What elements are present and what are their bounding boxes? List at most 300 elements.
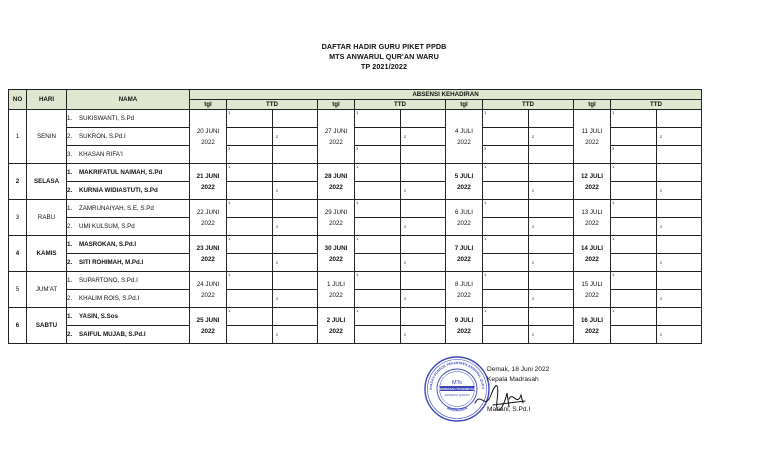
date-year: 2022	[585, 138, 599, 146]
signature-cell[interactable]	[529, 110, 574, 128]
signature-cell[interactable]	[227, 146, 273, 164]
day-cell: SENIN	[27, 110, 67, 164]
date-year: 2022	[201, 183, 215, 191]
signature-cell[interactable]	[611, 128, 657, 146]
date-year: 2022	[585, 183, 599, 191]
teacher-number: 2.	[67, 331, 73, 338]
teacher-number: 2.	[67, 187, 73, 194]
date-cell	[318, 110, 355, 164]
signature-slot-number: 2	[276, 332, 279, 337]
signature-cell[interactable]	[227, 164, 273, 182]
signature-cell[interactable]	[657, 308, 702, 326]
date-cell	[446, 110, 483, 164]
signature-slot-number: 2	[660, 224, 663, 229]
signature-slot-number: 1	[356, 236, 359, 241]
date-cell	[446, 236, 483, 272]
date-cell	[446, 272, 483, 308]
signature-cell[interactable]	[483, 254, 529, 272]
date-day-month: 22 JUNI	[196, 208, 220, 216]
signature-cell[interactable]	[401, 110, 446, 128]
teacher-number: 2.	[67, 259, 73, 266]
signature-cell[interactable]	[401, 182, 446, 200]
signature-cell[interactable]	[273, 290, 318, 308]
signature-slot-number: 2	[660, 188, 663, 193]
row-number: 2	[9, 164, 27, 200]
signature-cell[interactable]	[529, 272, 574, 290]
teacher-name: SAIFUL MUJAB, S.Pd.I	[79, 331, 146, 338]
table-row	[9, 308, 702, 326]
signature-slot-number: 1	[356, 200, 359, 205]
signature-cell[interactable]	[227, 254, 273, 272]
signature-slot-number: 3	[356, 146, 359, 151]
signature-cell[interactable]	[529, 128, 574, 146]
signature-slot-number: 3	[228, 146, 231, 151]
signature-slot-number: 2	[404, 134, 407, 139]
date-day-month: 20 JUNI	[196, 127, 220, 135]
signature-cell[interactable]	[273, 200, 318, 218]
title-line-1: DAFTAR HADIR GURU PIKET PPDB	[321, 42, 447, 51]
signature-cell[interactable]	[227, 200, 273, 218]
svg-text:YAYASAN PONDOK PESANTREN ANWAR: AYASAN PONDOK PESANTREN ANWARUL QUR'A	[428, 361, 486, 390]
date-cell	[318, 164, 355, 200]
row-number: 3	[9, 200, 27, 236]
svg-text:MADRASAH TSANAWIYAH: MADRASAH TSANAWIYAH	[439, 387, 475, 391]
header-no: NO	[9, 90, 27, 110]
signature-cell[interactable]	[483, 110, 529, 128]
attendance-table	[8, 89, 702, 344]
header-hari: HARI	[27, 90, 67, 110]
date-day-month: 5 JULI	[454, 172, 474, 180]
subheader-tgl: tgl	[190, 100, 227, 110]
date-cell	[190, 236, 227, 272]
signature-slot-number: 2	[660, 332, 663, 337]
table-row	[9, 200, 702, 218]
signature-slot-number: 2	[276, 260, 279, 265]
signature-cell[interactable]	[657, 200, 702, 218]
signature-cell[interactable]	[355, 326, 401, 344]
signature-slot-number: 1	[484, 272, 487, 277]
signature-cell[interactable]	[401, 236, 446, 254]
teacher-name-cell	[67, 308, 190, 326]
signature-cell[interactable]	[401, 326, 446, 344]
signature-cell[interactable]	[483, 326, 529, 344]
signature-cell[interactable]	[611, 326, 657, 344]
signature-cell[interactable]	[355, 218, 401, 236]
signature-cell[interactable]	[483, 146, 529, 164]
teacher-number: 3.	[67, 151, 73, 158]
date-year: 2022	[201, 138, 215, 146]
header-absensi: ABSENSI KEHADIRAN	[190, 90, 702, 100]
signature-cell[interactable]	[401, 128, 446, 146]
teacher-name: KURNIA WIDIASTUTI, S.Pd	[79, 187, 158, 194]
date-day-month: 9 JULI	[454, 316, 474, 324]
date-cell	[574, 236, 611, 272]
signature-slot-number: 2	[532, 134, 535, 139]
day-cell: RABU	[27, 200, 67, 236]
signature-cell[interactable]	[483, 200, 529, 218]
date-cell	[190, 272, 227, 308]
signature-slot-number: 2	[660, 296, 663, 301]
signature-cell[interactable]	[483, 128, 529, 146]
date-day-month: 12 JULI	[580, 172, 603, 180]
date-cell	[318, 200, 355, 236]
signature-cell[interactable]	[273, 128, 318, 146]
signature-slot-number: 1	[356, 308, 359, 313]
signature-slot-number: 2	[660, 260, 663, 265]
signature-cell[interactable]	[483, 308, 529, 326]
signature-slot-number: 1	[356, 110, 359, 115]
signature-cell[interactable]	[611, 218, 657, 236]
subheader-tgl: tgl	[318, 100, 355, 110]
date-day-month: 4 JULI	[455, 127, 473, 135]
teacher-name: YASIN, S.Sos	[79, 313, 118, 320]
signature-cell[interactable]	[401, 308, 446, 326]
day-cell: JUM'AT	[27, 272, 67, 308]
teacher-name-cell	[67, 236, 190, 254]
teacher-number: 1.	[67, 241, 73, 248]
teacher-name: SUKRON, S.Pd.I	[79, 133, 126, 140]
day-cell: SELASA	[27, 164, 67, 200]
title-line-2: MTS ANWARUL QUR'AN WARU	[329, 52, 439, 61]
signature-slot-number: 1	[356, 164, 359, 169]
date-year: 2022	[457, 327, 471, 335]
signature-cell[interactable]	[355, 110, 401, 128]
signature-slot-number: 1	[228, 110, 231, 115]
signature-slot-number: 2	[276, 188, 279, 193]
signature-cell[interactable]	[483, 290, 529, 308]
date-cell	[318, 272, 355, 308]
signature-slot-number: 1	[612, 236, 615, 241]
signature-cell[interactable]	[273, 110, 318, 128]
signature-slot-number: 2	[404, 188, 407, 193]
date-cell	[446, 308, 483, 344]
signature-slot-number: 1	[228, 308, 231, 313]
svg-text:MTs: MTs	[451, 380, 463, 386]
signature-cell[interactable]	[355, 290, 401, 308]
teacher-number: 2.	[67, 223, 73, 230]
signature-cell[interactable]	[401, 272, 446, 290]
date-year: 2022	[329, 183, 343, 191]
signature-slot-number: 2	[660, 134, 663, 139]
signature-cell[interactable]	[657, 110, 702, 128]
date-day-month: 23 JUNI	[196, 244, 220, 252]
signature-cell[interactable]	[273, 146, 318, 164]
signature-slot-number: 1	[228, 272, 231, 277]
date-cell	[574, 200, 611, 236]
signature-cell[interactable]	[529, 146, 574, 164]
document-title	[0, 42, 768, 72]
signature-cell[interactable]	[657, 164, 702, 182]
subheader-ttd: TTD	[355, 100, 446, 110]
row-number: 1	[9, 110, 27, 164]
teacher-number: 1.	[67, 313, 73, 320]
signature-slot-number: 2	[404, 224, 407, 229]
date-year: 2022	[329, 291, 343, 299]
signature-cell[interactable]	[657, 236, 702, 254]
date-cell	[446, 200, 483, 236]
teacher-name: MASROKAN, S.Pd.I	[79, 241, 137, 248]
signature-cell[interactable]	[355, 128, 401, 146]
date-day-month: 7 JULI	[454, 244, 474, 252]
subheader-ttd: TTD	[483, 100, 574, 110]
teacher-number: 1.	[67, 205, 73, 212]
signature-cell[interactable]	[355, 200, 401, 218]
signature-cell[interactable]	[657, 128, 702, 146]
signature-slot-number: 1	[612, 110, 615, 115]
signature-cell[interactable]	[529, 236, 574, 254]
signature-cell[interactable]	[355, 182, 401, 200]
date-cell	[190, 164, 227, 200]
signature-slot-number: 1	[356, 272, 359, 277]
signature-cell[interactable]	[529, 200, 574, 218]
date-day-month: 2 JULI	[326, 316, 346, 324]
date-year: 2022	[201, 219, 215, 227]
signature-cell[interactable]	[657, 326, 702, 344]
signature-slot-number: 1	[484, 110, 487, 115]
teacher-name-cell	[67, 290, 190, 308]
date-cell	[574, 272, 611, 308]
teacher-name-cell	[67, 200, 190, 218]
signature-cell[interactable]	[483, 236, 529, 254]
signature-cell[interactable]	[611, 290, 657, 308]
signature-cell[interactable]	[227, 236, 273, 254]
signature-cell[interactable]	[227, 110, 273, 128]
date-cell	[574, 110, 611, 164]
signature-cell[interactable]	[273, 326, 318, 344]
teacher-name: SITI ROHIMAH, M.Pd.I	[79, 259, 144, 266]
teacher-number: 1.	[67, 277, 73, 284]
date-day-month: 28 JUNI	[324, 172, 348, 180]
signature-cell[interactable]	[529, 254, 574, 272]
signature-cell[interactable]	[529, 308, 574, 326]
date-year: 2022	[201, 291, 215, 299]
date-year: 2022	[201, 255, 215, 263]
date-cell	[574, 164, 611, 200]
date-day-month: 16 JULI	[580, 316, 603, 324]
signature-block	[487, 365, 549, 415]
date-year: 2022	[457, 183, 471, 191]
row-number: 4	[9, 236, 27, 272]
signature-cell[interactable]	[227, 218, 273, 236]
signature-cell[interactable]	[657, 182, 702, 200]
subheader-tgl: tgl	[446, 100, 483, 110]
signature-cell[interactable]	[227, 272, 273, 290]
teacher-name: UMI KULSUM, S.Pd	[79, 223, 135, 230]
signature-cell[interactable]	[401, 218, 446, 236]
date-year: 2022	[457, 219, 471, 227]
signature-cell[interactable]	[611, 236, 657, 254]
date-year: 2022	[329, 219, 343, 227]
title-line-3: TP 2021/2022	[360, 62, 408, 71]
teacher-name: ZAMRUNAIYAH, S.E, S.Pd	[79, 205, 154, 212]
day-cell: KAMIS	[27, 236, 67, 272]
signature-cell[interactable]	[611, 272, 657, 290]
signature-cell[interactable]	[401, 164, 446, 182]
teacher-name: MAKRIFATUL NAIMAH, S.Pd	[79, 169, 163, 176]
subheader-tgl: tgl	[574, 100, 611, 110]
row-number: 5	[9, 272, 27, 308]
header-nama: NAMA	[67, 90, 190, 110]
subheader-ttd: TTD	[611, 100, 702, 110]
signature-cell[interactable]	[227, 182, 273, 200]
svg-text:MRANGGEN: MRANGGEN	[446, 406, 468, 413]
signature-cell[interactable]	[227, 326, 273, 344]
signature-cell[interactable]	[657, 218, 702, 236]
signature-slot-number: 1	[484, 236, 487, 241]
signature-cell[interactable]	[657, 290, 702, 308]
signature-cell[interactable]	[355, 308, 401, 326]
date-day-month: 15 JULI	[581, 280, 603, 288]
date-day-month: 6 JULI	[455, 208, 473, 216]
signature-slot-number: 3	[612, 146, 615, 151]
teacher-name-cell	[67, 272, 190, 290]
signature-slot-number: 1	[484, 200, 487, 205]
date-cell	[574, 308, 611, 344]
signature-slot-number: 1	[484, 308, 487, 313]
date-year: 2022	[329, 255, 343, 263]
signature-cell[interactable]	[483, 272, 529, 290]
teacher-name-cell	[67, 128, 190, 146]
teacher-name-cell	[67, 326, 190, 344]
signature-cell[interactable]	[273, 254, 318, 272]
date-day-month: 25 JUNI	[196, 316, 220, 324]
signature-cell[interactable]	[355, 254, 401, 272]
signature-cell[interactable]	[227, 128, 273, 146]
signature-slot-number: 1	[612, 272, 615, 277]
signature-slot-number: 1	[484, 164, 487, 169]
signature-slot-number: 2	[532, 260, 535, 265]
table-row	[9, 110, 702, 128]
signature-slot-number: 2	[404, 260, 407, 265]
signature-cell[interactable]	[401, 200, 446, 218]
date-day-month: 27 JUNI	[324, 127, 348, 135]
teacher-name-cell	[67, 182, 190, 200]
signature-cell[interactable]	[273, 182, 318, 200]
date-year: 2022	[329, 138, 343, 146]
signature-cell[interactable]	[611, 164, 657, 182]
signature-cell[interactable]	[355, 164, 401, 182]
signature-cell[interactable]	[355, 272, 401, 290]
date-day-month: 30 JUNI	[324, 244, 348, 252]
signature-cell[interactable]	[355, 236, 401, 254]
signature-cell[interactable]	[611, 182, 657, 200]
date-day-month: 29 JUNI	[324, 208, 348, 216]
signature-cell[interactable]	[227, 290, 273, 308]
teacher-name: KHALIM ROIS, S.Pd.I	[79, 295, 140, 302]
signature-cell[interactable]	[657, 146, 702, 164]
date-cell	[318, 236, 355, 272]
subheader-ttd: TTD	[227, 100, 318, 110]
signature-cell[interactable]	[611, 146, 657, 164]
signature-cell[interactable]	[401, 290, 446, 308]
date-cell	[318, 308, 355, 344]
signature-place-date: Demak, 18 Juni 2022	[487, 366, 550, 373]
date-day-month: 13 JULI	[581, 208, 603, 216]
teacher-name-cell	[67, 110, 190, 128]
signature-cell[interactable]	[273, 272, 318, 290]
teacher-number: 2.	[67, 295, 73, 302]
teacher-name: SUKISWANTI, S.Pd	[79, 115, 135, 122]
signature-cell[interactable]	[273, 218, 318, 236]
signature-cell[interactable]	[273, 236, 318, 254]
signature-cell[interactable]	[273, 164, 318, 182]
signature-slot-number: 1	[612, 200, 615, 205]
teacher-number: 2.	[67, 133, 73, 140]
signature-cell[interactable]	[611, 200, 657, 218]
teacher-name-cell	[67, 254, 190, 272]
signature-cell[interactable]	[611, 254, 657, 272]
date-year: 2022	[201, 327, 215, 335]
date-cell	[446, 164, 483, 200]
date-year: 2022	[457, 138, 471, 146]
date-year: 2022	[585, 219, 599, 227]
signature-slot-number: 1	[228, 164, 231, 169]
signature-cell[interactable]	[529, 290, 574, 308]
signature-cell[interactable]	[227, 308, 273, 326]
signature-cell[interactable]	[657, 254, 702, 272]
teacher-number: 1.	[67, 115, 73, 122]
signature-cell[interactable]	[401, 254, 446, 272]
signature-cell[interactable]	[355, 146, 401, 164]
signature-cell[interactable]	[401, 146, 446, 164]
signature-slot-number: 2	[532, 332, 535, 337]
date-cell	[190, 110, 227, 164]
date-year: 2022	[457, 291, 471, 299]
signature-slot-number: 2	[532, 188, 535, 193]
signature-cell[interactable]	[657, 272, 702, 290]
signature-cell[interactable]	[529, 164, 574, 182]
table-row	[9, 164, 702, 182]
date-day-month: 11 JULI	[581, 127, 603, 135]
svg-text:ANWARUL QUR'AN: ANWARUL QUR'AN	[444, 393, 470, 397]
signature-name: Mariani, S.Pd.I	[487, 406, 531, 413]
signature-slot-number: 3	[484, 146, 487, 151]
signature-cell[interactable]	[529, 182, 574, 200]
signature-slot-number: 2	[404, 296, 407, 301]
signature-slot-number: 2	[532, 224, 535, 229]
teacher-name: KHASAN RIFA'I	[79, 151, 123, 158]
signature-cell[interactable]	[483, 218, 529, 236]
signature-slot-number: 2	[404, 332, 407, 337]
date-year: 2022	[329, 327, 343, 335]
signature-cell[interactable]	[611, 308, 657, 326]
signature-cell[interactable]	[611, 110, 657, 128]
signature-slot-number: 2	[276, 224, 279, 229]
signature-slot-number: 1	[228, 236, 231, 241]
day-cell: SABTU	[27, 308, 67, 344]
teacher-name: SUPARTONO, S.Pd.I	[79, 277, 138, 284]
date-day-month: 8 JULI	[455, 280, 473, 288]
signature-cell[interactable]	[529, 326, 574, 344]
signature-cell[interactable]	[483, 182, 529, 200]
signature-cell[interactable]	[273, 308, 318, 326]
signature-slot-number: 1	[612, 164, 615, 169]
signature-slot-number: 1	[612, 308, 615, 313]
table-row	[9, 272, 702, 290]
date-day-month: 21 JUNI	[196, 172, 220, 180]
date-year: 2022	[457, 255, 471, 263]
row-number: 6	[9, 308, 27, 344]
signature-cell[interactable]	[529, 218, 574, 236]
signature-cell[interactable]	[483, 164, 529, 182]
signature-slot-number: 2	[532, 296, 535, 301]
date-cell	[190, 308, 227, 344]
teacher-name-cell	[67, 218, 190, 236]
attendance-body	[9, 110, 702, 344]
table-row	[9, 236, 702, 254]
signature-role: Kepala Madrasah	[487, 376, 539, 383]
date-cell	[190, 200, 227, 236]
